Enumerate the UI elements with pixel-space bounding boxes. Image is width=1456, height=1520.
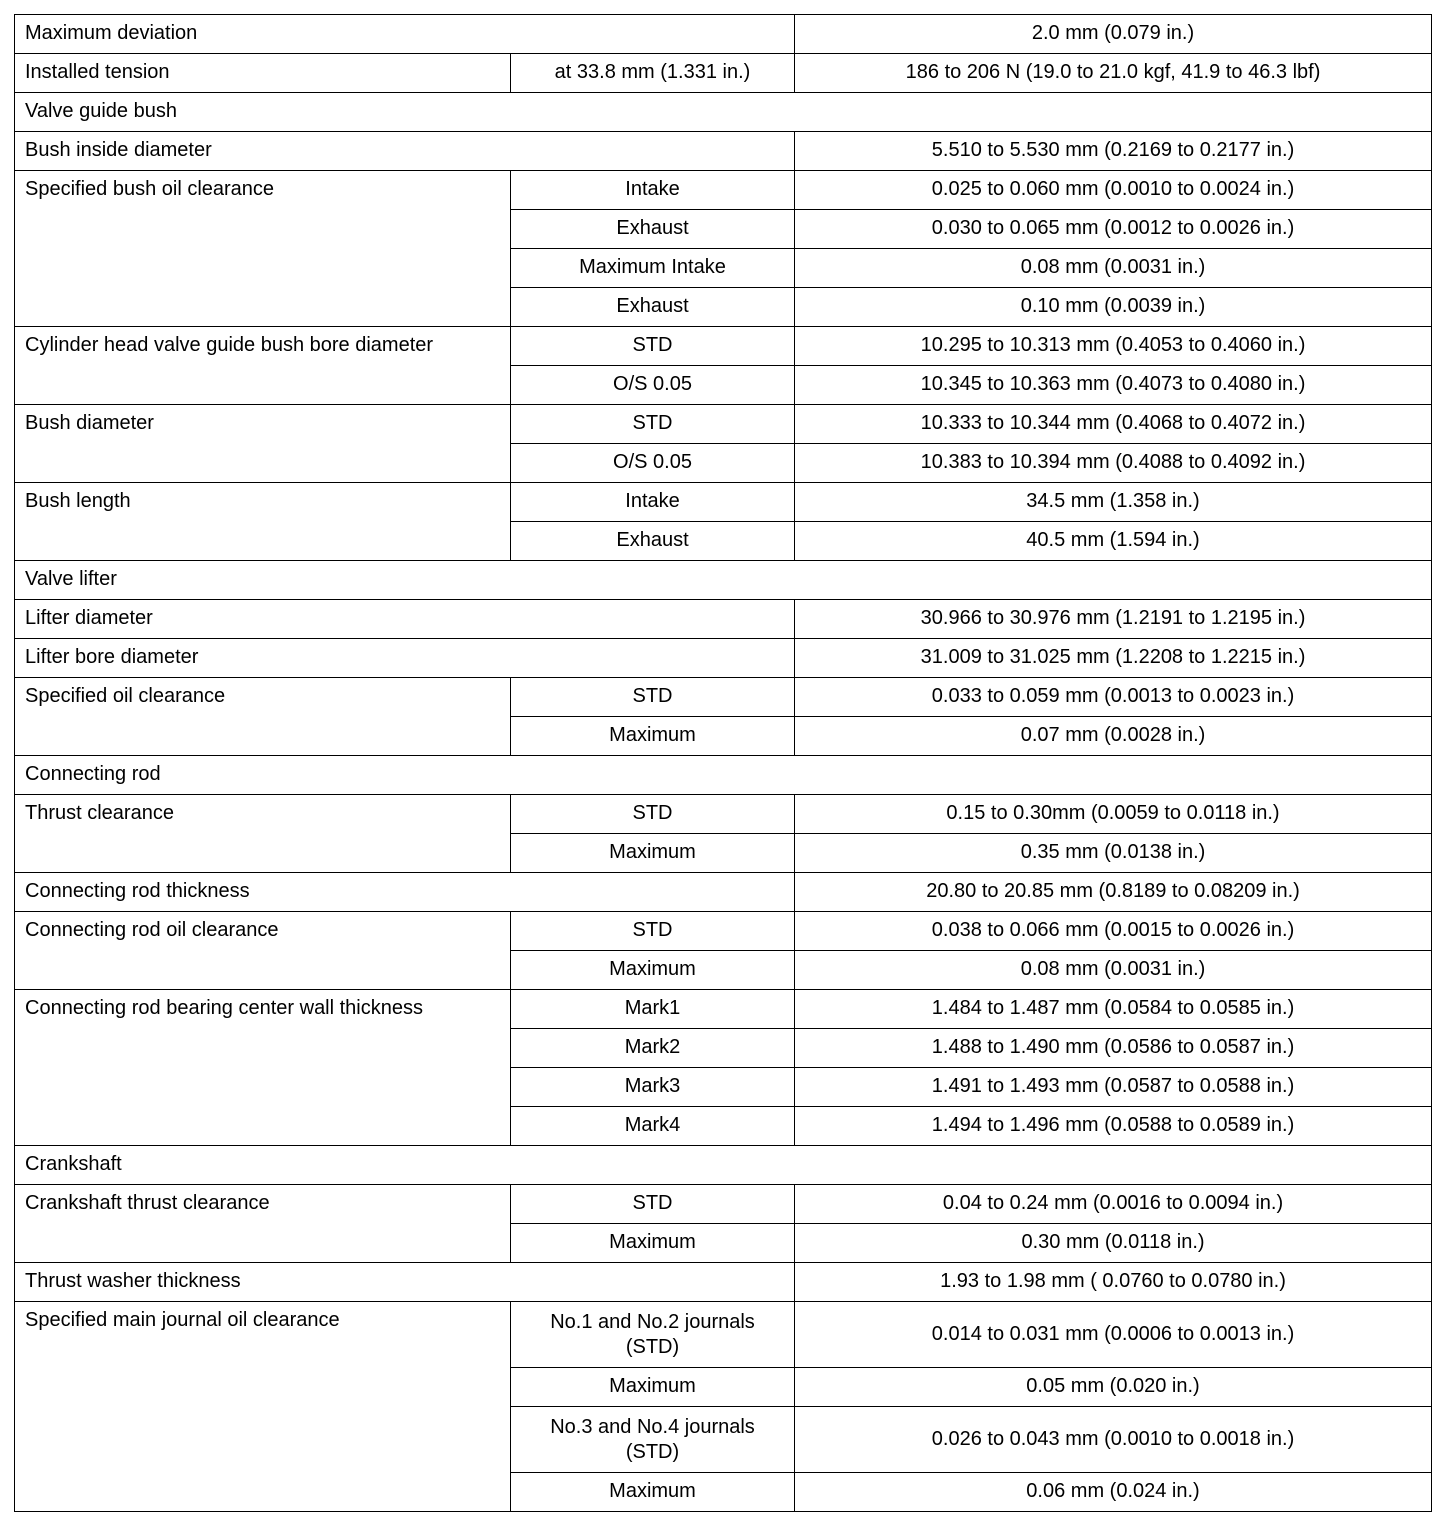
table-row	[15, 873, 1432, 912]
spec-value: 0.15 to 0.30mm (0.0059 to 0.0118 in.)	[795, 795, 1432, 834]
condition-cell: Exhaust	[511, 288, 795, 327]
section-heading: Connecting rod	[15, 756, 1432, 795]
spec-value: 1.488 to 1.490 mm (0.0586 to 0.0587 in.)	[795, 1029, 1432, 1068]
spec-value: 0.038 to 0.066 mm (0.0015 to 0.0026 in.)	[795, 912, 1432, 951]
spec-value: 1.93 to 1.98 mm ( 0.0760 to 0.0780 in.)	[795, 1263, 1432, 1302]
table-row	[15, 639, 1432, 678]
section-row	[15, 756, 1432, 795]
spec-value: 10.295 to 10.313 mm (0.4053 to 0.4060 in.)	[795, 327, 1432, 366]
item-label: Thrust washer thickness	[15, 1263, 795, 1302]
section-row	[15, 1146, 1432, 1185]
condition-cell: Maximum	[511, 1368, 795, 1407]
spec-value: 1.491 to 1.493 mm (0.0587 to 0.0588 in.)	[795, 1068, 1432, 1107]
item-label: Maximum deviation	[15, 15, 795, 54]
item-label: Lifter bore diameter	[15, 639, 795, 678]
condition-cell: Mark2	[511, 1029, 795, 1068]
item-label: Installed tension	[15, 54, 511, 93]
table-row	[15, 171, 1432, 210]
condition-cell: STD	[511, 912, 795, 951]
table-row	[15, 1185, 1432, 1224]
table-row	[15, 600, 1432, 639]
section-heading: Valve guide bush	[15, 93, 1432, 132]
spec-value: 20.80 to 20.85 mm (0.8189 to 0.08209 in.)	[795, 873, 1432, 912]
item-label: Lifter diameter	[15, 600, 795, 639]
condition-cell: Maximum	[511, 717, 795, 756]
item-label: Connecting rod thickness	[15, 873, 795, 912]
spec-value: 1.494 to 1.496 mm (0.0588 to 0.0589 in.)	[795, 1107, 1432, 1146]
item-label: Specified oil clearance	[15, 678, 511, 756]
spec-value: 0.030 to 0.065 mm (0.0012 to 0.0026 in.)	[795, 210, 1432, 249]
table-row	[15, 912, 1432, 951]
table-row	[15, 1263, 1432, 1302]
item-label: Bush diameter	[15, 405, 511, 483]
condition-cell: STD	[511, 1185, 795, 1224]
condition-cell: Intake	[511, 483, 795, 522]
spec-value: 1.484 to 1.487 mm (0.0584 to 0.0585 in.)	[795, 990, 1432, 1029]
table-row	[15, 132, 1432, 171]
spec-value: 10.383 to 10.394 mm (0.4088 to 0.4092 in.)	[795, 444, 1432, 483]
condition-cell: Maximum	[511, 1473, 795, 1512]
table-row	[15, 483, 1432, 522]
item-label: Specified main journal oil clearance	[15, 1302, 511, 1512]
spec-value: 0.35 mm (0.0138 in.)	[795, 834, 1432, 873]
section-heading: Crankshaft	[15, 1146, 1432, 1185]
item-label: Bush length	[15, 483, 511, 561]
condition-cell: STD	[511, 678, 795, 717]
spec-value: 186 to 206 N (19.0 to 21.0 kgf, 41.9 to 46.3 lbf)	[795, 54, 1432, 93]
table-row	[15, 990, 1432, 1029]
spec-value: 31.009 to 31.025 mm (1.2208 to 1.2215 in.)	[795, 639, 1432, 678]
item-label: Crankshaft thrust clearance	[15, 1185, 511, 1263]
condition-cell: O/S 0.05	[511, 444, 795, 483]
item-label: Thrust clearance	[15, 795, 511, 873]
condition-cell: STD	[511, 405, 795, 444]
condition-cell: Maximum	[511, 951, 795, 990]
section-heading: Valve lifter	[15, 561, 1432, 600]
condition-cell: Exhaust	[511, 210, 795, 249]
condition-cell: No.3 and No.4 journals (STD)	[511, 1407, 795, 1473]
table-row	[15, 54, 1432, 93]
spec-value: 30.966 to 30.976 mm (1.2191 to 1.2195 in.)	[795, 600, 1432, 639]
spec-value: 0.08 mm (0.0031 in.)	[795, 951, 1432, 990]
spec-value: 0.06 mm (0.024 in.)	[795, 1473, 1432, 1512]
condition-cell: Maximum Intake	[511, 249, 795, 288]
table-row	[15, 405, 1432, 444]
condition-cell: No.1 and No.2 journals (STD)	[511, 1302, 795, 1368]
table-row	[15, 15, 1432, 54]
spec-value: 40.5 mm (1.594 in.)	[795, 522, 1432, 561]
spec-value: 0.025 to 0.060 mm (0.0010 to 0.0024 in.)	[795, 171, 1432, 210]
condition-cell: at 33.8 mm (1.331 in.)	[511, 54, 795, 93]
condition-cell: STD	[511, 795, 795, 834]
spec-value: 0.05 mm (0.020 in.)	[795, 1368, 1432, 1407]
spec-value: 34.5 mm (1.358 in.)	[795, 483, 1432, 522]
spec-value: 0.08 mm (0.0031 in.)	[795, 249, 1432, 288]
spec-value: 0.10 mm (0.0039 in.)	[795, 288, 1432, 327]
section-row	[15, 561, 1432, 600]
section-row	[15, 93, 1432, 132]
table-row	[15, 1302, 1432, 1368]
condition-cell: Maximum	[511, 1224, 795, 1263]
spec-value: 5.510 to 5.530 mm (0.2169 to 0.2177 in.)	[795, 132, 1432, 171]
condition-cell: O/S 0.05	[511, 366, 795, 405]
item-label: Connecting rod bearing center wall thickness	[15, 990, 511, 1146]
item-label: Specified bush oil clearance	[15, 171, 511, 327]
item-label: Connecting rod oil clearance	[15, 912, 511, 990]
spec-value: 0.014 to 0.031 mm (0.0006 to 0.0013 in.)	[795, 1302, 1432, 1368]
spec-value: 0.07 mm (0.0028 in.)	[795, 717, 1432, 756]
spec-value: 2.0 mm (0.079 in.)	[795, 15, 1432, 54]
spec-value: 10.333 to 10.344 mm (0.4068 to 0.4072 in.)	[795, 405, 1432, 444]
spec-table-body	[15, 15, 1432, 1512]
condition-cell: Intake	[511, 171, 795, 210]
item-label: Cylinder head valve guide bush bore diameter	[15, 327, 511, 405]
condition-cell: Maximum	[511, 834, 795, 873]
condition-cell: STD	[511, 327, 795, 366]
spec-value: 0.04 to 0.24 mm (0.0016 to 0.0094 in.)	[795, 1185, 1432, 1224]
spec-value: 0.30 mm (0.0118 in.)	[795, 1224, 1432, 1263]
spec-value: 10.345 to 10.363 mm (0.4073 to 0.4080 in.)	[795, 366, 1432, 405]
table-row	[15, 795, 1432, 834]
table-row	[15, 327, 1432, 366]
condition-cell: Mark4	[511, 1107, 795, 1146]
spec-table	[14, 14, 1432, 1512]
spec-value: 0.026 to 0.043 mm (0.0010 to 0.0018 in.)	[795, 1407, 1432, 1473]
condition-cell: Mark3	[511, 1068, 795, 1107]
condition-cell: Exhaust	[511, 522, 795, 561]
condition-cell: Mark1	[511, 990, 795, 1029]
item-label: Bush inside diameter	[15, 132, 795, 171]
spec-value: 0.033 to 0.059 mm (0.0013 to 0.0023 in.)	[795, 678, 1432, 717]
table-row	[15, 678, 1432, 717]
